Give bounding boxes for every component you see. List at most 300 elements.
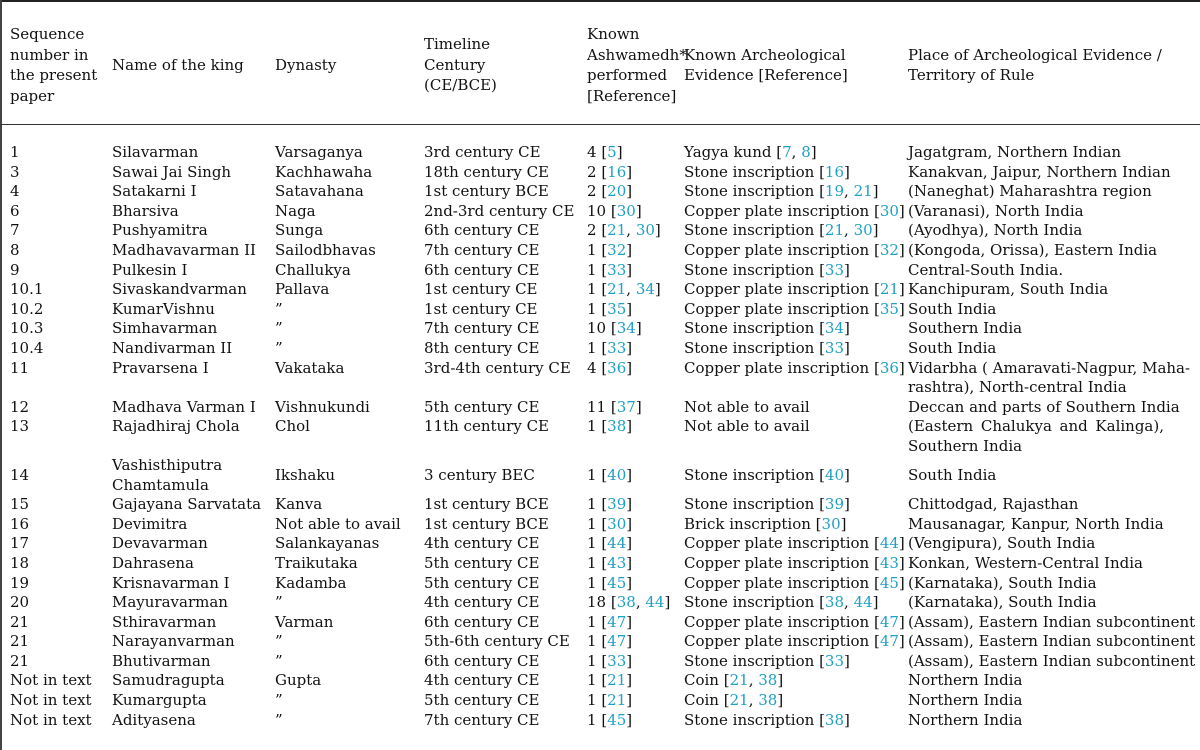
reference-link[interactable]: 38 [758, 671, 778, 690]
count-value: 4 [587, 143, 597, 161]
row-dynasty: Vakataka [275, 358, 345, 377]
reference-link[interactable]: 32 [607, 240, 627, 259]
row-sequence: 12 [10, 397, 30, 416]
reference-link[interactable]: 39 [824, 495, 845, 514]
row-place: (Vengipura), South India [908, 534, 1096, 553]
row-evidence: Stone inscription [39] [684, 495, 850, 514]
evidence-text: Not able to avail [684, 417, 810, 436]
reference-link[interactable]: 36 [879, 358, 899, 377]
row-evidence: Copper plate inscription [30] [684, 201, 905, 220]
reference-link[interactable]: 35 [879, 299, 899, 318]
row-king-name: Pulkesin I [112, 260, 188, 279]
row-century: 3rd-4th century CE [424, 358, 571, 377]
table-row [0, 691, 1200, 711]
row-ashwamedh-count: 1 [33] [587, 651, 633, 670]
row-sequence: 8 [10, 240, 20, 259]
row-king-name: Devimitra [112, 514, 188, 533]
count-value: 1 [587, 280, 597, 299]
reference-link[interactable]: 38 [824, 593, 845, 612]
table-row [0, 182, 1200, 202]
row-century: 8th century CE [424, 338, 540, 357]
reference-link[interactable]: 30 [821, 514, 841, 533]
reference-link[interactable]: 34 [635, 280, 655, 299]
row-dynasty: Kadamba [275, 573, 347, 592]
count-value: 2 [587, 162, 597, 181]
row-ashwamedh-count: 1 [21, 34] [587, 280, 661, 299]
row-century: 11th century CE [424, 417, 550, 436]
row-place: (Karnataka), South India [908, 593, 1097, 612]
reference-link[interactable]: 7 [782, 143, 792, 161]
row-evidence: Copper plate inscription [47] [684, 632, 905, 651]
row-evidence: Stone inscription [33] [684, 260, 850, 279]
row-century: 6th century CE [424, 651, 540, 670]
row-ashwamedh-count: 1 [33] [587, 260, 633, 279]
reference-link[interactable]: 38 [616, 593, 636, 612]
row-century: 1st century CE [424, 299, 538, 318]
row-place: Jagatgram, Northern Indian [908, 143, 1122, 161]
row-century: 3 century BEC [424, 465, 535, 484]
row-king-name: Satakarni I [112, 182, 197, 201]
count-value: 4 [587, 358, 597, 377]
row-place: (Kongoda, Orissa), Eastern India [908, 240, 1158, 259]
row-place: Deccan and parts of Southern India [908, 397, 1180, 416]
header-timeline: Timeline Century (CE/BCE) [424, 35, 497, 95]
reference-link[interactable]: 38 [607, 417, 627, 436]
reference-link[interactable]: 43 [879, 553, 899, 572]
row-dynasty: Gupta [275, 671, 322, 690]
row-dynasty: Not able to avail [275, 514, 401, 533]
row-king-name: Madhava Varman I [112, 397, 256, 416]
reference-link[interactable]: 44 [645, 593, 665, 612]
row-ashwamedh-count: 4 [36] [587, 358, 633, 377]
row-dynasty: Challukya [275, 260, 351, 279]
header-king-name: Name of the king [112, 55, 244, 74]
row-king-name: KumarVishnu [112, 299, 215, 318]
row-king-name: Bharsiva [112, 201, 179, 220]
row-ashwamedh-count: 2 [16] [587, 162, 633, 181]
evidence-text: Brick inscription [684, 514, 811, 533]
row-century: 2nd-3rd century CE [424, 201, 575, 220]
row-evidence [684, 398, 810, 418]
header-dynasty: Dynasty [275, 55, 337, 74]
evidence-text: Stone inscription [684, 338, 815, 357]
count-value: 1 [587, 651, 597, 670]
row-ashwamedh-count: 1 [40] [587, 465, 633, 484]
row-ashwamedh-count: 1 [47] [587, 612, 633, 631]
reference-link[interactable]: 20 [607, 182, 627, 201]
row-century: 6th century CE [424, 221, 540, 240]
reference-link[interactable]: 8 [801, 143, 811, 161]
evidence-text: Stone inscription [684, 162, 815, 181]
row-place: Konkan, Western-Central India [908, 553, 1143, 572]
evidence-text: Copper plate inscription [684, 632, 870, 651]
row-evidence: Stone inscription [19, 21] [684, 182, 879, 201]
table-row [0, 261, 1200, 281]
row-king-name: Rajadhiraj Chola [112, 417, 240, 436]
row-dynasty: Pallava [275, 280, 330, 299]
evidence-text: Stone inscription [684, 651, 815, 670]
reference-link[interactable]: 33 [824, 338, 845, 357]
reference-link[interactable]: 45 [607, 573, 627, 592]
row-ashwamedh-count: 10 [34] [587, 319, 642, 338]
row-evidence: Stone inscription [38] [684, 710, 850, 729]
row-century: 1st century CE [424, 280, 538, 299]
reference-link[interactable]: 16 [824, 162, 845, 181]
reference-link[interactable]: 33 [824, 651, 845, 670]
count-value: 1 [587, 534, 597, 553]
count-value: 1 [587, 553, 597, 572]
evidence-text: Coin [684, 691, 719, 710]
row-century: 6th century CE [424, 612, 540, 631]
row-place: (Assam), Eastern Indian subcontinent [908, 651, 1196, 670]
reference-link[interactable]: 21 [853, 182, 873, 201]
row-evidence: Yagya kund [7, 8] [684, 143, 817, 161]
reference-link[interactable]: 30 [853, 221, 873, 240]
row-king-name: Dahrasena [112, 553, 194, 572]
evidence-text: Stone inscription [684, 182, 815, 201]
row-sequence: 16 [10, 514, 30, 533]
table-row [0, 359, 1200, 398]
reference-link[interactable]: 16 [607, 162, 627, 181]
row-dynasty: Salankayanas [275, 534, 380, 553]
table-row [0, 652, 1200, 672]
row-dynasty: ” [275, 299, 283, 318]
row-place: South India [908, 338, 997, 357]
reference-link[interactable]: 21 [729, 691, 749, 710]
row-place: Kanchipuram, South India [908, 280, 1109, 299]
row-sequence: 17 [10, 534, 30, 553]
evidence-text: Not able to avail [684, 397, 810, 416]
row-sequence: 20 [10, 593, 30, 612]
row-place: Mausanagar, Kanpur, North India [908, 514, 1164, 533]
row-century: 4th century CE [424, 534, 540, 553]
row-evidence: Stone inscription [38, 44] [684, 593, 879, 612]
row-evidence: Stone inscription [21, 30] [684, 221, 879, 240]
reference-link[interactable]: 32 [879, 240, 899, 259]
row-king-name: Nandivarman II [112, 338, 233, 357]
row-sequence: Not in text [10, 710, 92, 729]
reference-link[interactable]: 33 [824, 260, 845, 279]
row-evidence: Stone inscription [40] [684, 465, 850, 484]
table-row [0, 593, 1200, 613]
reference-link[interactable]: 44 [853, 593, 873, 612]
row-sequence: 15 [10, 495, 30, 514]
reference-link[interactable]: 35 [607, 299, 627, 318]
row-sequence: 21 [10, 612, 30, 631]
row-ashwamedh-count: 2 [20] [587, 182, 633, 201]
row-sequence: 10.1 [10, 280, 44, 299]
row-ashwamedh-count: 1 [45] [587, 710, 633, 729]
reference-link[interactable]: 45 [607, 710, 627, 729]
row-place: (Karnataka), South India [908, 573, 1097, 592]
row-sequence: 19 [10, 573, 30, 592]
count-value: 1 [587, 240, 597, 259]
row-place: South India [908, 299, 997, 318]
table-row [0, 143, 1200, 163]
table-row [0, 163, 1200, 183]
table-body [0, 143, 1200, 730]
place-line: (Eastern Chalukya and Kalinga), [908, 417, 1164, 436]
reference-link[interactable]: 21 [607, 671, 627, 690]
row-king-name: Silavarman [112, 143, 199, 161]
reference-link[interactable]: 40 [607, 465, 627, 484]
row-century: 7th century CE [424, 240, 540, 259]
row-king-name: Samudragupta [112, 671, 225, 690]
row-dynasty: ” [275, 710, 283, 729]
reference-link[interactable]: 44 [879, 534, 899, 553]
reference-link[interactable]: 36 [607, 358, 627, 377]
count-value: 11 [587, 397, 607, 416]
row-ashwamedh-count: 1 [47] [587, 632, 633, 651]
reference-link[interactable]: 47 [607, 612, 627, 631]
row-dynasty: Vishnukundi [275, 397, 370, 416]
row-dynasty: Sailodbhavas [275, 240, 376, 259]
evidence-text: Stone inscription [684, 221, 815, 240]
row-century: 7th century CE [424, 319, 540, 338]
reference-link[interactable]: 44 [607, 534, 627, 553]
reference-link[interactable]: 30 [635, 221, 655, 240]
header-evidence: Known Archeological Evidence [Reference] [684, 45, 848, 84]
reference-link[interactable]: 30 [616, 201, 636, 220]
row-ashwamedh-count: 1 [21] [587, 691, 633, 710]
row-dynasty: ” [275, 338, 283, 357]
reference-link[interactable]: 45 [879, 573, 899, 592]
header-place: Place of Archeological Evidence / Territory of Rule [908, 45, 1162, 84]
row-sequence: 10.4 [10, 338, 44, 357]
row-king-name: Sawai Jai Singh [112, 162, 232, 181]
row-place: (Varanasi), North India [908, 201, 1084, 220]
reference-link[interactable]: 21 [729, 671, 749, 690]
row-dynasty: Kachhawaha [275, 162, 373, 181]
reference-link[interactable]: 21 [824, 221, 845, 240]
evidence-text: Stone inscription [684, 319, 815, 338]
table-row [0, 711, 1200, 731]
count-value: 1 [587, 514, 597, 533]
row-place [908, 417, 1164, 456]
count-value: 1 [587, 417, 597, 436]
row-evidence: Copper plate inscription [44] [684, 534, 905, 553]
reference-link[interactable]: 47 [607, 632, 627, 651]
row-evidence: Copper plate inscription [21] [684, 280, 905, 299]
evidence-text: Copper plate inscription [684, 280, 870, 299]
row-place: Chittodgad, Rajasthan [908, 495, 1079, 514]
king-name-line: Chamtamula [112, 475, 209, 494]
row-sequence: 14 [10, 465, 30, 484]
reference-link[interactable]: 33 [607, 260, 627, 279]
evidence-text: Copper plate inscription [684, 240, 870, 259]
row-evidence: Coin [21, 38] [684, 671, 784, 690]
evidence-text: Coin [684, 671, 719, 690]
table-row [0, 398, 1200, 418]
reference-link[interactable]: 47 [879, 632, 899, 651]
count-value: 10 [587, 201, 607, 220]
reference-link[interactable]: 21 [879, 280, 899, 299]
row-century: 4th century CE [424, 593, 540, 612]
reference-link[interactable]: 5 [607, 143, 617, 161]
count-value: 1 [587, 465, 597, 484]
row-century: 4th century CE [424, 671, 540, 690]
table-row [0, 495, 1200, 515]
row-king-name: Narayanvarman [112, 632, 235, 651]
row-evidence: Copper plate inscription [45] [684, 573, 905, 592]
reference-link[interactable]: 43 [607, 553, 627, 572]
row-evidence: Coin [21, 38] [684, 691, 784, 710]
header-rule [0, 124, 1200, 125]
row-evidence: Stone inscription [33] [684, 338, 850, 357]
row-century: 6th century CE [424, 260, 540, 279]
row-century: 18th century CE [424, 162, 550, 181]
row-place: (Assam), Eastern Indian subcontinent [908, 632, 1196, 651]
reference-link[interactable]: 34 [824, 319, 845, 338]
count-value: 1 [587, 495, 597, 514]
row-dynasty: Satavahana [275, 182, 364, 201]
reference-link[interactable]: 38 [758, 691, 778, 710]
row-sequence: 10.2 [10, 299, 44, 318]
row-king-name: Sivaskandvarman [112, 280, 247, 299]
table-row [0, 456, 1200, 495]
row-dynasty: ” [275, 691, 283, 710]
row-sequence: Not in text [10, 691, 92, 710]
reference-link[interactable]: 38 [824, 710, 845, 729]
row-dynasty: Traikutaka [275, 553, 358, 572]
table-row [0, 202, 1200, 222]
row-century: 1st century BCE [424, 182, 549, 201]
row-century: 5th century CE [424, 573, 540, 592]
reference-link[interactable]: 19 [824, 182, 845, 201]
row-ashwamedh-count: 1 [30] [587, 514, 633, 533]
row-evidence: Stone inscription [33] [684, 651, 850, 670]
evidence-text: Stone inscription [684, 495, 815, 514]
place-line: rashtra), North-central India [908, 378, 1127, 397]
table-row [0, 339, 1200, 359]
row-evidence: Stone inscription [16] [684, 162, 850, 181]
evidence-text: Stone inscription [684, 710, 815, 729]
row-dynasty: Chol [275, 417, 310, 436]
count-value: 1 [587, 671, 597, 690]
row-place: Northern India [908, 710, 1023, 729]
count-value: 1 [587, 710, 597, 729]
count-value: 18 [587, 593, 607, 612]
row-place: Kanakvan, Jaipur, Northern Indian [908, 162, 1171, 181]
row-king-name: Bhutivarman [112, 651, 211, 670]
row-century: 5th century CE [424, 553, 540, 572]
row-place: (Ayodhya), North India [908, 221, 1083, 240]
table-row [0, 554, 1200, 574]
row-sequence: 9 [10, 260, 20, 279]
evidence-text: Copper plate inscription [684, 612, 870, 631]
row-ashwamedh-count: 1 [39] [587, 495, 633, 514]
table-row [0, 671, 1200, 691]
row-sequence: 6 [10, 201, 20, 220]
row-dynasty: Kanva [275, 495, 323, 514]
row-king-name: Mayuravarman [112, 593, 228, 612]
place-line: Southern India [908, 436, 1023, 455]
row-evidence: Copper plate inscription [35] [684, 299, 905, 318]
row-century: 1st century BCE [424, 495, 549, 514]
row-dynasty: ” [275, 651, 283, 670]
table-row [0, 280, 1200, 300]
row-place: Southern India [908, 319, 1023, 338]
count-value: 2 [587, 221, 597, 240]
row-evidence: Brick inscription [30] [684, 514, 847, 533]
count-value: 10 [587, 319, 607, 338]
row-sequence: 11 [10, 358, 30, 377]
reference-link[interactable]: 33 [607, 651, 627, 670]
table-row [0, 319, 1200, 339]
header-sequence: Sequence number in the present paper [10, 25, 98, 105]
row-king-name: Krisnavarman I [112, 573, 230, 592]
reference-link[interactable]: 39 [607, 495, 627, 514]
row-evidence: Copper plate inscription [36] [684, 358, 905, 377]
row-century: 7th century CE [424, 710, 540, 729]
row-ashwamedh-count: 1 [44] [587, 534, 633, 553]
table-row [0, 241, 1200, 261]
row-place: (Assam), Eastern Indian subcontinent [908, 612, 1196, 631]
row-king-name: Madhavavarman II [112, 240, 256, 259]
row-ashwamedh-count: 10 [30] [587, 201, 642, 220]
row-place: Northern India [908, 691, 1023, 710]
row-dynasty: ” [275, 593, 283, 612]
count-value: 1 [587, 573, 597, 592]
evidence-text: Copper plate inscription [684, 534, 870, 553]
row-sequence: 4 [10, 182, 20, 201]
row-ashwamedh-count: 1 [33] [587, 338, 633, 357]
reference-link[interactable]: 33 [607, 338, 627, 357]
table-row [0, 515, 1200, 535]
row-king-name: Simhavarman [112, 319, 218, 338]
row-king-name: Gajayana Sarvatata [112, 495, 262, 514]
row-sequence: 1 [10, 143, 20, 161]
evidence-text: Copper plate inscription [684, 553, 870, 572]
count-value: 1 [587, 691, 597, 710]
table-row [0, 417, 1200, 456]
row-ashwamedh-count: 1 [45] [587, 573, 633, 592]
table-row [0, 221, 1200, 241]
reference-link[interactable]: 40 [824, 465, 845, 484]
reference-link[interactable]: 37 [616, 397, 636, 416]
row-century: 3rd century CE [424, 143, 541, 161]
evidence-text: Copper plate inscription [684, 201, 870, 220]
reference-link[interactable]: 30 [879, 201, 899, 220]
row-century: 5th century CE [424, 691, 540, 710]
reference-link[interactable]: 21 [607, 221, 627, 240]
row-ashwamedh-count: 2 [21, 30] [587, 221, 661, 240]
row-dynasty: Varman [275, 612, 334, 631]
row-evidence: Copper plate inscription [43] [684, 553, 905, 572]
reference-link[interactable]: 30 [607, 514, 627, 533]
row-ashwamedh-count: 1 [43] [587, 553, 633, 572]
count-value: 2 [587, 182, 597, 201]
reference-link[interactable]: 21 [607, 280, 627, 299]
row-sequence: 18 [10, 553, 30, 572]
count-value: 1 [587, 612, 597, 631]
table-row [0, 613, 1200, 633]
table-row [0, 574, 1200, 594]
row-dynasty: ” [275, 632, 283, 651]
reference-link[interactable]: 21 [607, 691, 627, 710]
evidence-text: Stone inscription [684, 260, 815, 279]
reference-link[interactable]: 34 [616, 319, 636, 338]
row-dynasty: Naga [275, 201, 316, 220]
row-sequence: 10.3 [10, 319, 44, 338]
count-value: 1 [587, 260, 597, 279]
row-sequence: 7 [10, 221, 20, 240]
row-sequence: 3 [10, 162, 20, 181]
reference-link[interactable]: 47 [879, 612, 899, 631]
row-evidence: Stone inscription [34] [684, 319, 850, 338]
top-border [0, 0, 1200, 2]
row-evidence: Copper plate inscription [32] [684, 240, 905, 259]
